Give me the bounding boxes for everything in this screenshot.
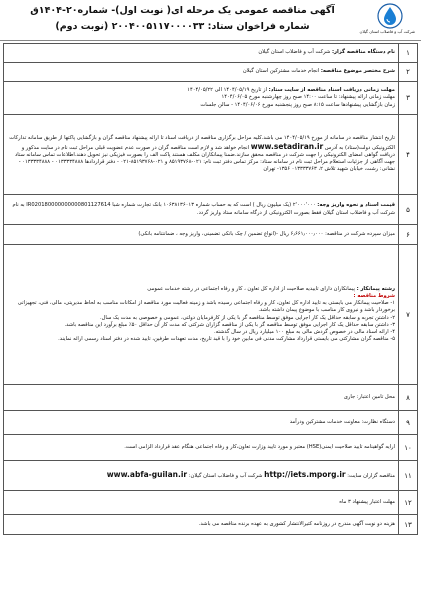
row-number: ۸ [399,385,418,411]
notice-title: آگهی مناقصه عمومی یک مرحله ای( نوبت اول)- شماره۲۰-۱۴۰۴ق [30,5,335,16]
row-body [4,115,399,195]
table-row [4,63,418,82]
table-row [4,225,418,245]
row-line: زمان بازگشایی پیشنهادها ساعت ۸:۱۵ صبح روز پنجشنبه مورخ ۱۴۰۴/۰۶/۰۶ - سالن جلسات [200,101,395,108]
notice-header [0,0,421,41]
condition-item: ۴- ارائه اسناد مالی در خصوص گردش مالی به مبلغ ۱۰۰ میلیارد ریال در سال گذشته. [213,328,395,335]
row-label: رشته پیمانکار : [356,285,395,292]
row-label: نام دستگاه مناقصه گزار: [331,49,395,56]
row-text: ۲٬۰۰۰٬۰۰۰ (یک میلیون ریال ) است که به حساب شماره ۱۰۶۳۸۱۳۶۰۱۳ بانک تجارت شماره شبا IR020180000000000801127614 به نام شرکت آب و فاضلاب استان گیلان فقط بصورت الکترونیکی از درگاه سامانه ستاد واریز گردد. [12,202,395,216]
row-text: مهلت اعتبار پیشنهاد ۳ ماه [339,498,395,505]
row-body [4,385,399,411]
notice-subtitle: شماره فراخوان ستاد: ۲۰۰۴۰۰۵۱۱۷۰۰۰۰۳۳ (نوبت دوم) [55,21,310,32]
row-number: ۱۱ [399,461,418,491]
row-body [4,461,399,491]
row-body [4,515,399,535]
row-text: محل تامین اعتبار: جاری [343,393,395,400]
company-logo [359,3,415,37]
row-body [4,195,399,225]
row-label: شرح مختصر موضوع مناقصه: [320,68,395,75]
row-body [4,44,399,63]
row-text: شرکت آب و فاضلاب استان گیلان: [188,472,263,479]
table-row [4,245,418,385]
row-number: ۳ [399,82,418,115]
row-body [4,63,399,82]
row-text: از تاریخ ۱۴۰۴/۰۵/۱۹ الی ۱۴۰۴/۰۵/۲۲ [187,87,267,94]
table-row [4,385,418,411]
row-number: ۹ [399,411,418,435]
row-number: ۱ [399,44,418,63]
row-text: انجام خواهد شد و لازم است مناقصه گران در صورت عدم عضویت قبلی مراحل ثبت نام در سایت مذکور و دریافت گواهی امضای الکترونیکی را جهت شرکت در مناقصه محقق سازند.ضمنا پیمانکاران مکلف هستند پاکت الف را بصورت فیزیکی نیز تحویل دهند.اطلاعات تماس سامانه ستاد جهت آگاهی از جزئیات استعلام مراحل ثبت نام در سامانه ستاد: مرکز تماس [14,144,395,166]
row-text: ارایه گواهینامه تایید صلاحیت ایمنی(HSE) معتبر و مورد تایید وزارت تعاون،کار و رفاه اجتماعی هنگام عقد قرارداد الزامی است. [124,443,395,450]
notice-titles [6,3,359,35]
setad-site-link[interactable]: www.setadiran.ir [250,141,324,151]
table-row [4,115,418,195]
logo-text: شرکت آب و فاضلاب استان گیلان [359,29,415,34]
condition-item: ۱- صلاحیت پیمانکار می بایستی به تایید اداره کل تعاون، کار و رفاه اجتماعی رسیده باشد و زمینه فعالیت مورد مناقصه از امکانات مناسب به لحاظ مدیریتی، مالی، فنی، تجهیزاتی برخوردار باشد و نیروی کار مناسب با موضوع پیمان داشته باشد. [17,300,395,314]
table-row [4,491,418,515]
row-number: ۱۳ [399,515,418,535]
table-row [4,435,418,461]
row-text: شرکت آب و فاضلاب استان گیلان [258,49,331,56]
row-text: دفتر ثبت نام: ۰۲۱-۸۵۱۹۳۷۶۸ و ۰۲۱-۸۵۱۹۳۷۶۸-۰۲۱ - دفتر قراردادها ۰۱۳۳۳۳۴۸۸۸ - ۰۱۳۳۳۳۴۸۸۸ - نشانی: رشت، خیابان شهید تلاش ۲، ۰۱۳۳۳۳۷۶۳ ۱۳۵۶- تهران [18,159,395,173]
row-text: هزینه دو نوبت آگهی مندرج در روزنامه کثیرالانتشار کشوری به عهده برنده مناقصه می باشد. [198,520,395,527]
row-number: ۲ [399,63,418,82]
table-row [4,461,418,491]
abfa-site-link[interactable]: www.abfa-guilan.ir [106,469,188,479]
table-row [4,82,418,115]
row-text: پیمانکاران دارای تاییدیه صلاحیت از اداره کل تعاون ، کار و رفاه اجتماعی در رشته خدمات عمومی [147,285,355,292]
row-body [4,435,399,461]
condition-item: ۳- داشتن سابقه حداقل یک کار اجرایی موفق توسط مناقصه گر با یکی از مناقصه گزاران شرکتی که مدت کار آن حداقل ۵۰٪ مبلغ برآورد این مناقصه باشد. [64,321,395,328]
table-row [4,195,418,225]
conditions-title: شروط مناقصه : [353,292,395,299]
row-text: میزان سپرده شرکت در مناقصه: ۶٫۶۶۱٫۰۰۰٫۰۰۰ ریال -(انواع تضمین / چک بانکی تضمینی، واریز وجه ، ضمانتنامه بانکی) [138,230,395,237]
row-text: تاریخ انتشار مناقصه در سامانه از مورخ ۱۴۰۴/۰۵/۱۹ می باشد.کلیه مراحل برگزاری مناقصه از دریافت اسناد تا ارائه پیشنهاد مناقصه گران و بازگشایی پاکتها از طریق سامانه تدارکات الکترونیکی دولت(ستاد) به آدرس [9,135,395,151]
condition-item: ۵- مناقصه گران مشارکتی می بایستی قرارداد مشارکت مدنی فی مابین خود را با قید تاریخ، مدت تعهدات طرفین، تایید شده در دفتر اسناد رسمی ارائه نمایند. [58,336,395,343]
row-number: ۷ [399,245,418,385]
row-text: انجام خدمات مشترکین استان گیلان [242,68,320,75]
row-number: ۱۲ [399,491,418,515]
row-body [4,491,399,515]
row-number: ۴ [399,115,418,195]
table-row [4,515,418,535]
row-body [4,82,399,115]
row-number: ۵ [399,195,418,225]
table-row [4,44,418,63]
table-row [4,411,418,435]
iets-site-link[interactable]: http://iets.mporg.ir [264,469,346,479]
row-line: مهلت زمانی ارائه پیشنهاد: تا ساعت ۱۴:۰۰ صبح روز چهارشنبه مورخ ۱۴۰۴/۰۶/۰۵ [221,94,395,101]
row-number: ۱۰ [399,435,418,461]
row-body [4,245,399,385]
row-label: قیمت اسناد و نحوه واریز وجه: [317,202,395,209]
notice-table [3,43,418,535]
row-number: ۶ [399,225,418,245]
condition-item: ۲- داشتن تجربه و سابقه حداقل یک کار اجرایی موفق توسط مناقصه گر با یکی از کارفرمایان دولتی، عمومی و خصوصی به مدت یک سال. [99,314,395,321]
water-drop-logo-icon [377,3,403,29]
row-text: دستگاه نظارت: معاونت خدمات مشترکین ودرآمد [289,418,395,425]
row-label: مهلت زمانی دریافت اسناد مناقصه از سایت ستاد: [268,87,395,94]
row-text: مناقصه گزاران سایت: [347,472,395,479]
row-body [4,225,399,245]
row-body [4,411,399,435]
